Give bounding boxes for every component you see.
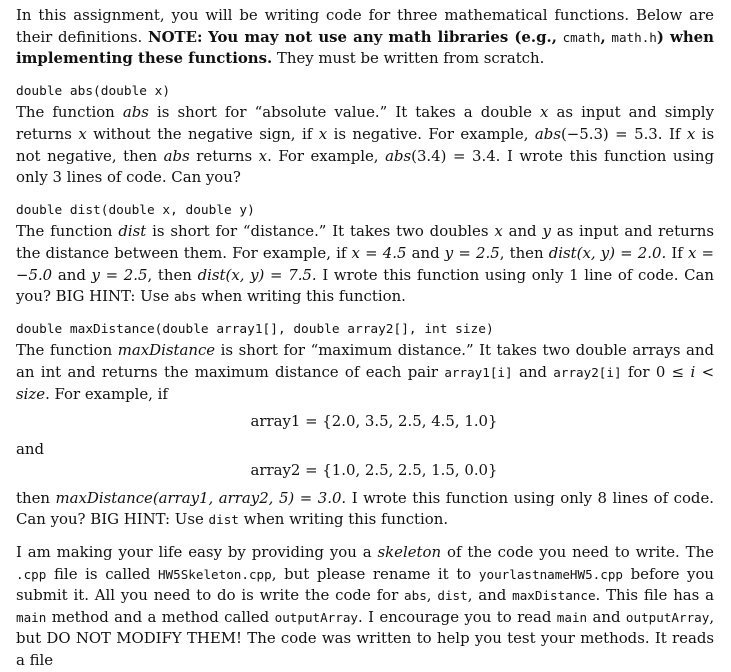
cpp-extension: .cpp bbox=[16, 566, 47, 582]
skeleton-word: skeleton bbox=[377, 543, 442, 562]
skeleton-text: , but DO NOT MODIFY THEM! The code was written to help you test your methods. It reads a file bbox=[16, 607, 715, 670]
maxdist-hint-code: dist bbox=[208, 512, 239, 528]
intro-text: In this assignment, you will be writing code for three mathematical functions. Below are their definitions. bbox=[16, 6, 714, 46]
array1-equation: array1 = {2.0, 3.5, 2.5, 4.5, 1.0} bbox=[250, 412, 498, 431]
dist-hint-code: abs bbox=[173, 289, 197, 305]
maxdist-text: I wrote this function using only 8 lines of code. Can you? BIG HINT: Use bbox=[16, 488, 715, 529]
note-tail: They must be written from scratch. bbox=[276, 49, 545, 68]
dist-text: The function bbox=[16, 222, 113, 241]
skeleton-text: and bbox=[592, 607, 621, 626]
var-x: x bbox=[540, 103, 549, 122]
abs-name: abs bbox=[163, 146, 190, 165]
maxdist-range: 0 ≤ bbox=[655, 362, 685, 381]
maxdist-text: when writing this function. bbox=[243, 510, 449, 529]
skeleton-text: , bbox=[426, 586, 432, 605]
abs-text: without the negative sign, if bbox=[93, 124, 313, 143]
code-main: main bbox=[16, 609, 47, 625]
code-abs: abs bbox=[404, 588, 427, 604]
skeleton-paragraph bbox=[16, 542, 714, 672]
dist-example-y: y = 2.5 bbox=[91, 265, 148, 284]
array2-equation: array2 = {1.0, 2.5, 2.5, 1.5, 0.0} bbox=[250, 461, 498, 480]
var-x: x bbox=[318, 124, 328, 143]
var-x: x bbox=[258, 146, 268, 165]
abs-text: I wrote this function using only 3 lines of code. Can you? bbox=[16, 146, 715, 187]
maxdistance-description bbox=[16, 340, 714, 405]
skeleton-text: method and a method called bbox=[51, 607, 270, 626]
maxdistance-result bbox=[16, 488, 714, 531]
abs-example-args: (3.4) = 3.4. bbox=[411, 146, 501, 165]
skeleton-text: . This file has a bbox=[595, 586, 715, 605]
maxdist-text: . For example, if bbox=[45, 384, 168, 403]
dist-text: , then bbox=[147, 265, 192, 284]
abs-example-fn: abs bbox=[385, 146, 412, 165]
abs-signature: double abs(double x) bbox=[16, 83, 171, 99]
dist-example-call: (x, y) = 2.0. bbox=[576, 243, 667, 262]
var-x: x bbox=[686, 124, 696, 143]
var-x: x bbox=[78, 124, 87, 143]
var-i: i bbox=[690, 362, 696, 381]
dist-example-fn: dist bbox=[548, 243, 577, 262]
abs-text: . For example, bbox=[267, 146, 379, 165]
dist-example-y: y = 2.5 bbox=[444, 243, 500, 262]
dist-text: when writing this function. bbox=[201, 287, 406, 306]
code-maxdistance: maxDistance bbox=[512, 588, 596, 604]
abs-text: The function bbox=[16, 103, 115, 122]
dist-text: as input and returns the distance between them. For example, if bbox=[16, 222, 715, 262]
maxdist-code-array2: array2[i] bbox=[553, 364, 622, 380]
abs-text: is not negative, then bbox=[16, 124, 715, 165]
and-line: and bbox=[16, 439, 44, 458]
abs-text: If bbox=[668, 124, 681, 143]
maxdist-text: is short for “maximum distance.” It takes two double arrays and an int and returns the maximum distance of each pair bbox=[16, 341, 714, 381]
abs-text: returns bbox=[196, 146, 253, 165]
code-main: main bbox=[556, 609, 588, 625]
code-outputarray: outputArray bbox=[625, 609, 710, 625]
maxdist-text: for bbox=[627, 362, 650, 381]
dist-text: , then bbox=[499, 243, 544, 262]
note-comma: , bbox=[600, 27, 606, 46]
dist-text: If bbox=[671, 243, 683, 262]
maxdist-example-call: (array1, array2, 5) = 3.0. bbox=[152, 488, 347, 507]
skeleton-text: of the code you need to write. The bbox=[447, 543, 714, 562]
skeleton-text: before you submit it. All you need to do is write the code for bbox=[16, 564, 715, 605]
dist-text: and bbox=[411, 243, 440, 262]
code-dist: dist bbox=[437, 588, 468, 604]
skeleton-text: , but please rename it to bbox=[271, 564, 472, 583]
abs-example-fn: abs bbox=[534, 124, 561, 143]
dist-text: and bbox=[508, 222, 537, 241]
abs-example-args: (−5.3) = 5.3. bbox=[560, 124, 663, 143]
dist-description bbox=[16, 221, 714, 307]
dist-signature: double dist(double x, double y) bbox=[16, 202, 255, 218]
dist-example-x: x = −5.0 bbox=[16, 243, 715, 284]
maxdist-name: maxDistance bbox=[117, 341, 216, 360]
dist-text: I wrote this function using only 1 line of code. Can you? BIG HINT: Use bbox=[16, 265, 714, 306]
note-cmath: cmath bbox=[562, 29, 601, 45]
skeleton-text: file is called bbox=[54, 564, 151, 583]
note-label: NOTE: bbox=[147, 27, 203, 46]
renamed-filename: yourlastnameHW5.cpp bbox=[478, 566, 623, 582]
abs-name: abs bbox=[122, 103, 149, 122]
maxdist-example-fn: maxDistance bbox=[55, 488, 153, 507]
maxdist-text: then bbox=[16, 488, 50, 507]
abs-description bbox=[16, 102, 714, 188]
abs-text: is negative. For example, bbox=[333, 124, 529, 143]
var-x: x bbox=[494, 222, 503, 241]
note-text-2: ) when implementing these functions. bbox=[16, 27, 714, 68]
dist-name: dist bbox=[118, 222, 147, 241]
skeleton-text: . I encourage you to read bbox=[358, 607, 552, 626]
maxdistance-signature: double maxDistance(double array1[], double array2[], int size) bbox=[16, 321, 494, 337]
dist-text: and bbox=[57, 265, 86, 284]
dist-example-call: (x, y) = 7.5. bbox=[225, 265, 317, 284]
maxdist-text: The function bbox=[16, 341, 113, 360]
note-mathh: math.h bbox=[611, 29, 657, 45]
skeleton-text: I am making your life easy by providing you a bbox=[16, 543, 372, 562]
dist-text: is short for “distance.” It takes two doubles bbox=[152, 222, 489, 241]
abs-text: as input and simply returns bbox=[16, 103, 714, 143]
skeleton-filename: HW5Skeleton.cpp bbox=[157, 566, 272, 582]
dist-example-x: x = 4.5 bbox=[351, 243, 407, 262]
maxdist-code-array1: array1[i] bbox=[444, 364, 513, 380]
intro-paragraph bbox=[16, 5, 714, 70]
code-outputarray: outputArray bbox=[274, 609, 359, 625]
dist-example-fn: dist bbox=[197, 265, 226, 284]
skeleton-text: , and bbox=[467, 586, 507, 605]
note-text-1: You may not use any math libraries (e.g., bbox=[208, 27, 557, 46]
var-size: size bbox=[16, 384, 46, 403]
maxdist-text: and bbox=[518, 362, 547, 381]
maxdist-lt: < bbox=[701, 362, 715, 381]
abs-text: is short for “absolute value.” It takes a double bbox=[157, 103, 532, 122]
var-y: y bbox=[542, 222, 551, 241]
